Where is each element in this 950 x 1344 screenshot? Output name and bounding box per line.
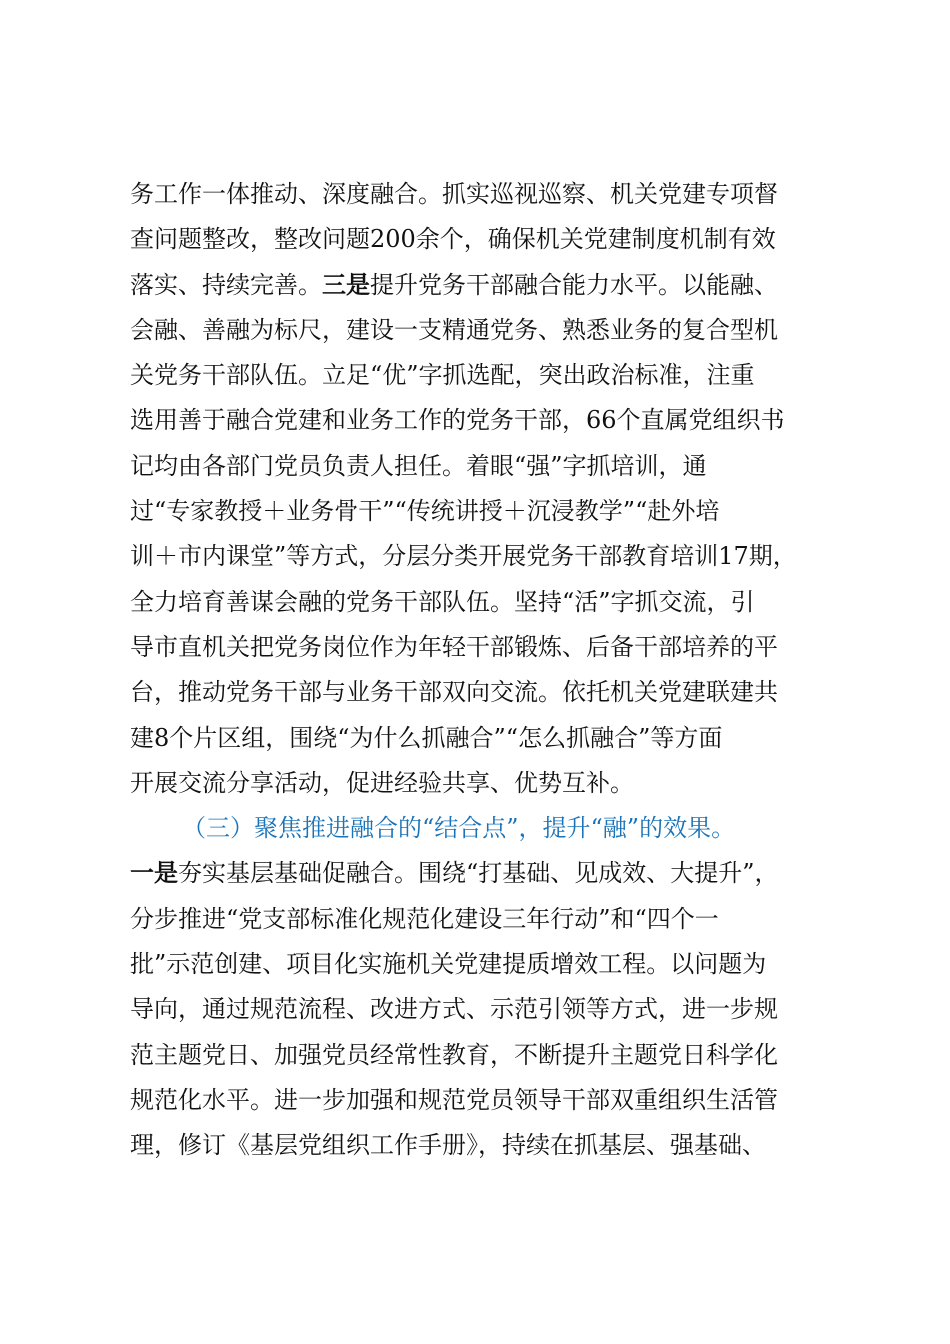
bold-lead-text: 一是 <box>130 859 178 888</box>
text-line: 会融、善融为标尺，建设一支精通党务、熟悉业务的复合型机 <box>130 315 778 344</box>
text-run: 夯实基层基础促融合。围绕“打基础、见成效、大提升”， <box>178 859 779 888</box>
text-line: 理，修订《基层党组织工作手册》，持续在抓基层、强基础、 <box>130 1131 766 1160</box>
text-line: 导市直机关把党务岗位作为年轻干部锻炼、后备干部培养的平 <box>130 632 778 661</box>
bold-lead-text: 三是 <box>322 270 370 299</box>
text-line: 关党务干部队伍。立足“优”字抓选配，突出政治标准，注重 <box>130 361 755 390</box>
text-line <box>130 263 830 308</box>
text-line: 务工作一体推动、深度融合。抓实巡视巡察、机关党建专项督 <box>130 180 778 208</box>
text-line: 训＋市内课堂”等方式，分层分类开展党务干部教育培训17期， <box>130 542 797 571</box>
text-line: 查问题整改，整改问题200余个，确保机关党建制度机制有效 <box>130 225 776 254</box>
text-line: 分步推进“党支部标准化规范化建设三年行动”和“四个一 <box>130 904 719 933</box>
text-line: 规范化水平。进一步加强和规范党员领导干部双重组织生活管 <box>130 1085 778 1114</box>
text-line: 选用善于融合党建和业务工作的党务干部，66个直属党组织书 <box>130 406 785 435</box>
body-text <box>130 172 830 1169</box>
text-line: 建8个片区组，围绕“为什么抓融合”“怎么抓融合”等方面 <box>130 723 723 752</box>
text-line <box>130 851 830 896</box>
text-run: 落实、持续完善。 <box>130 270 322 299</box>
text-line: 过“专家教授＋业务骨干”“传统讲授＋沉浸教学”“赴外培 <box>130 497 720 526</box>
text-line: 台，推动党务干部与业务干部双向交流。依托机关党建联建共 <box>130 678 778 707</box>
text-line: 开展交流分享活动，促进经验共享、优势互补。 <box>130 768 634 797</box>
text-run: 提升党务干部融合能力水平。以能融、 <box>370 270 778 299</box>
text-line: 批”示范创建、项目化实施机关党建提质增效工程。以问题为 <box>130 950 767 979</box>
text-line: 全力培育善谋会融的党务干部队伍。坚持“活”字抓交流，引 <box>130 587 755 616</box>
text-line: 记均由各部门党员负责人担任。着眼“强”字抓培训，通 <box>130 451 707 480</box>
text-line: 导向，通过规范流程、改进方式、示范引领等方式，进一步规 <box>130 995 778 1024</box>
text-line: 范主题党日、加强党员经常性教育，不断提升主题党日科学化 <box>130 1040 778 1069</box>
section-heading: （三）聚焦推进融合的“结合点”，提升“融”的效果。 <box>182 814 736 843</box>
